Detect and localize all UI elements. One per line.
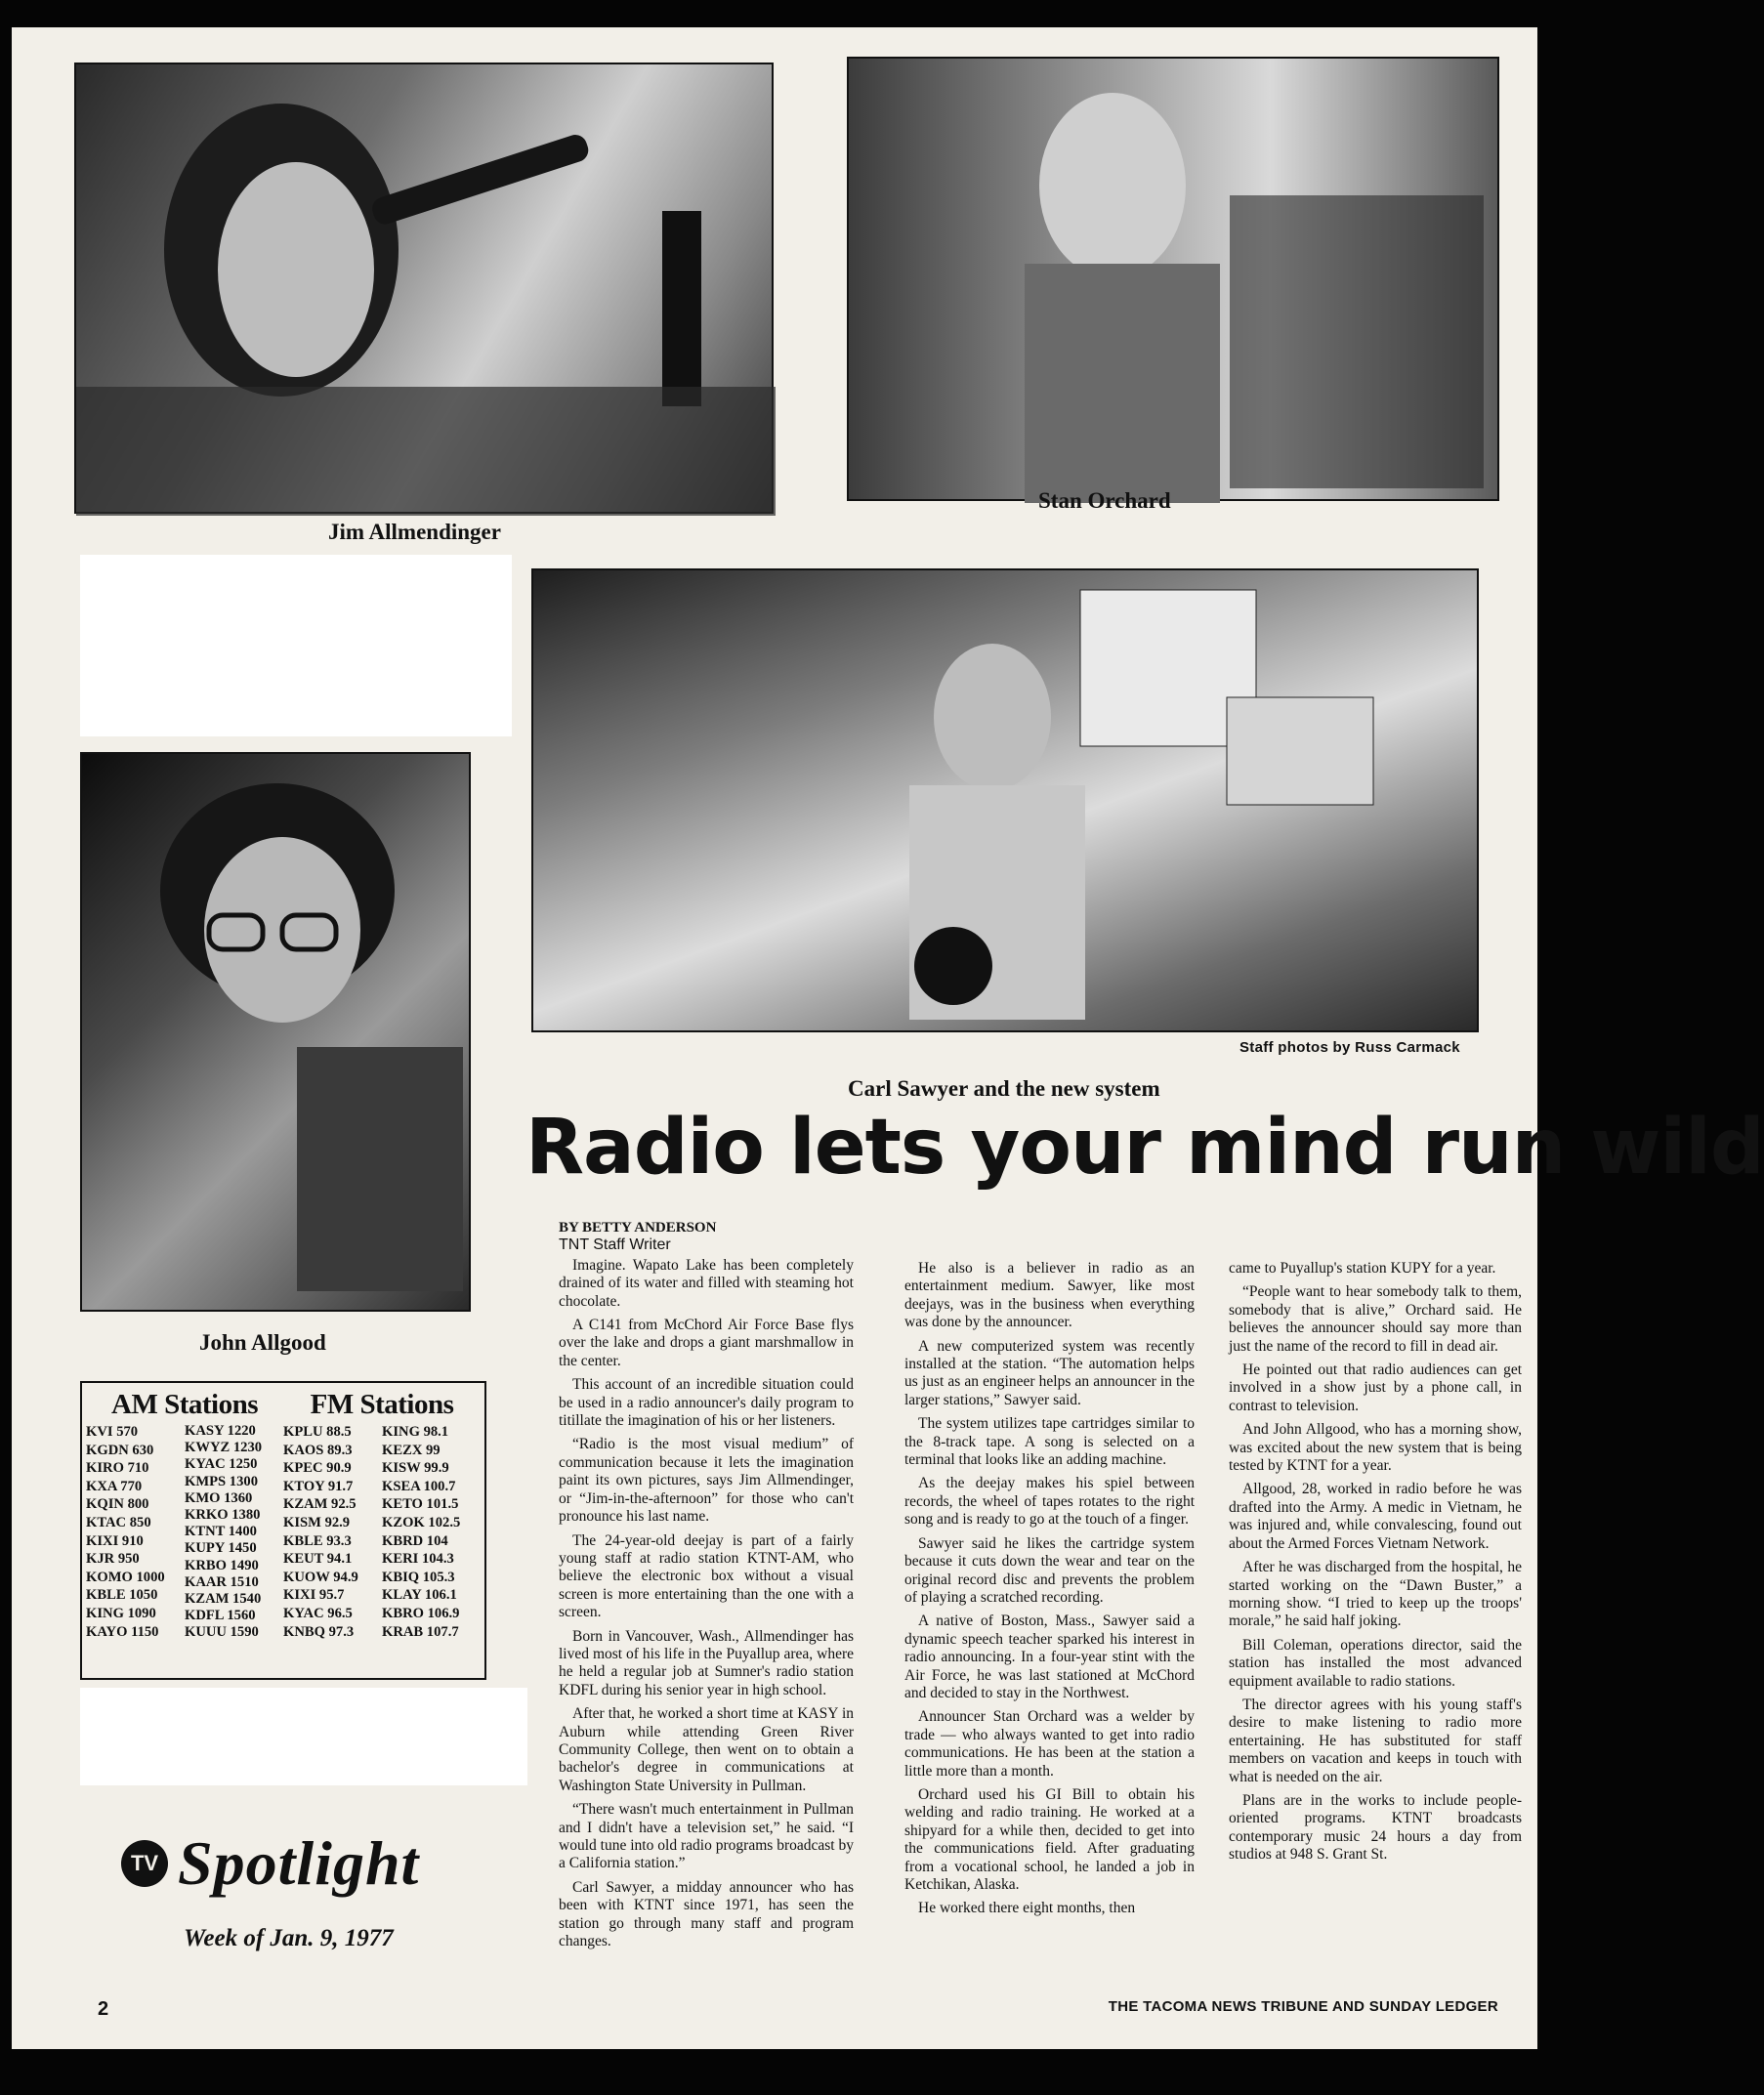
photo-stan-orchard [847,57,1499,501]
station-entry: KEUT 94.1 [283,1551,353,1568]
article-paragraph: Born in Vancouver, Wash., Allmendinger has lived most of his life in the Puyallup area, where he held a regular job at Sumner's radio station KDFL during his senior year in high school. [559,1627,854,1698]
article-paragraph: After he was discharged from the hospital, he started working on the “Dawn Buster,” a morning show. “I tried to keep up the troops' morale,” he said half joking. [1229,1559,1522,1630]
station-entry: KBIQ 105.3 [382,1569,455,1585]
staff-writer: TNT Staff Writer [559,1236,671,1254]
station-entry: KMPS 1300 [185,1473,258,1489]
article-paragraph: A C141 from McChord Air Force Base flys over the lake and drops a giant marshmallow in the center. [559,1317,854,1369]
station-entry: KUOW 94.9 [283,1569,358,1585]
station-entry: KING 1090 [86,1605,156,1621]
station-entry: KGDN 630 [86,1442,154,1458]
station-entry: KUUU 1590 [185,1624,259,1641]
station-entry: KNBQ 97.3 [283,1623,355,1640]
station-entry: KQIN 800 [86,1496,149,1513]
station-entry: KSEA 100.7 [382,1478,456,1494]
station-entry: KBRD 104 [382,1532,448,1549]
article-paragraph: He worked there eight months, then [918,1900,1136,1917]
article-paragraph: A new computerized system was recently installed at the station. “The automation helps us just as an engineer helps an announcer in the larger stations,” Sawyer said. [904,1337,1195,1408]
station-entry: KOMO 1000 [86,1569,165,1585]
article-paragraph: Plans are in the works to include people-oriented programs. KTNT broadcasts contemporary music 24 hours a day from studios at 948 S. Grant St. [1229,1791,1522,1864]
station-entry: KING 98.1 [382,1424,449,1440]
article-paragraph: Announcer Stan Orchard was a welder by trade — who always wanted to get into radio communications. He has been at the station a little more than a month. [904,1708,1195,1780]
article-paragraph: Orchard used his GI Bill to obtain his welding and radio training. He worked at a shipyard for a while then, decided to get into the communications field. After graduating from a vocational school, he landed a job in Ketchikan, Alaska. [904,1785,1195,1893]
am-stations-title: AM Stations [111,1389,258,1420]
fm-column-2 [382,1423,481,1642]
station-entry: KEZX 99 [382,1442,441,1458]
byline: BY BETTY ANDERSON [559,1220,717,1236]
article-paragraph: The 24-year-old deejay is part of a fairly young staff at radio station KTNT-AM, who believe the electronic box without a visual screen is more entertaining than the one with a screen. [559,1531,854,1621]
station-entry: KBLE 1050 [86,1587,158,1604]
article-paragraph: As the deejay makes his spiel between records, the wheel of tapes rotates to the right song and is ready to go at the touch of a finger. [904,1475,1195,1529]
tv-spotlight-logo [121,1827,419,1900]
station-entry: KPEC 90.9 [283,1460,352,1477]
tv-badge-icon: TV [121,1840,168,1887]
fm-stations-title: FM Stations [310,1389,454,1420]
newspaper-name: THE TACOMA NEWS TRIBUNE AND SUNDAY LEDGER [1108,1998,1498,2015]
station-entry: KRKO 1380 [185,1507,261,1524]
article-paragraph: He pointed out that radio audiences can get involved in a show just by a phone call, in contrast to television. [1229,1362,1522,1414]
article-column-3 [1229,1260,1522,1870]
am-column-1 [86,1423,185,1642]
station-entry: KAOS 89.3 [283,1442,353,1458]
caption-john: John Allgood [199,1330,326,1355]
article-paragraph: The director agrees with his young staff's desire to make listening to radio more entertaining. He has substituted for staff members on vacation and keeps in touch with what is needed on the air. [1229,1696,1522,1785]
blank-ad-space [80,555,512,736]
station-entry: KJR 950 [86,1551,140,1568]
station-entry: KVI 570 [86,1424,139,1440]
station-entry: KTOY 91.7 [283,1478,354,1494]
issue-date: Week of Jan. 9, 1977 [184,1925,394,1951]
fm-column-1 [283,1423,382,1642]
caption-carl: Carl Sawyer and the new system [848,1076,1160,1101]
article-headline: Radio lets your mind run wild [525,1104,1764,1192]
photo-credit: Staff photos by Russ Carmack [1239,1039,1460,1056]
station-entry: KTNT 1400 [185,1524,257,1540]
station-listings [80,1381,486,1680]
station-entry: KZOK 102.5 [382,1514,461,1530]
spotlight-wordmark: Spotlight [178,1828,420,1898]
article-paragraph: came to Puyallup's station KUPY for a year. [1229,1260,1496,1277]
station-entry: KAYO 1150 [86,1623,159,1640]
photo-jim-allmendinger [74,63,774,514]
station-entry: KERI 104.3 [382,1551,454,1568]
station-entry: KISM 92.9 [283,1514,351,1530]
article-paragraph: A native of Boston, Mass., Sawyer said a dynamic speech teacher sparked his interest in radio announcing. In a four-year stint with the Air Force, he was last stationed at McChord and decided to stay in the Northwest. [904,1613,1195,1701]
station-entry: KBLE 93.3 [283,1532,352,1549]
article-paragraph: The system utilizes tape cartridges similar to the 8-track tape. A song is selected on a terminal that looks like an adding machine. [904,1415,1195,1469]
article-column-2 [904,1260,1195,1924]
station-entry: KLAY 106.1 [382,1587,457,1604]
article-paragraph: This account of an incredible situation could be used in a radio announcer's daily program to titillate the imagination of his or her listeners. [559,1376,854,1430]
station-entry: KTAC 850 [86,1514,151,1530]
station-entry: KETO 101.5 [382,1496,459,1513]
station-entry: KYAC 96.5 [283,1605,353,1621]
blank-space [80,1688,527,1785]
article-paragraph: And John Allgood, who has a morning show, was excited about the new system that is being tested by KTNT for a year. [1229,1421,1522,1475]
station-entry: KXA 770 [86,1478,143,1494]
article-column-1 [559,1219,854,1956]
article-paragraph: Carl Sawyer, a midday announcer who has been with KTNT since 1971, has seen the station go through many staff and program changes. [559,1878,854,1950]
photo-carl-sawyer [531,568,1479,1032]
station-entry: KMO 1360 [185,1489,253,1506]
station-entry: KIRO 710 [86,1460,149,1477]
caption-stan: Stan Orchard [1038,488,1171,513]
article-paragraph: Bill Coleman, operations director, said the station has installed the most advanced equipment available to radio stations. [1229,1636,1522,1690]
station-entry: KRBO 1490 [185,1557,259,1573]
station-entry: KZAM 92.5 [283,1496,357,1513]
station-entry: KBRO 106.9 [382,1605,460,1621]
article-paragraph: Sawyer said he likes the cartridge system because it cuts down the wear and tear on the original record disc and prevents the problem of playing a scratched recording. [904,1534,1195,1606]
article-paragraph: “There wasn't much entertainment in Pullman and I didn't have a television set,” he said. “I would tune into old radio programs broadcast by a California station.” [559,1801,854,1872]
station-entry: KYAC 1250 [185,1456,258,1473]
station-entry: KRAB 107.7 [382,1623,459,1640]
photo-john-allgood [80,752,471,1312]
station-entry: KDFL 1560 [185,1608,256,1624]
station-entry: KWYZ 1230 [185,1440,263,1456]
article-paragraph: He also is a believer in radio as an entertainment medium. Sawyer, like most deejays, was in the business when everything was done by the announcer. [904,1260,1195,1331]
station-entry: KAAR 1510 [185,1573,259,1590]
station-entry: KISW 99.9 [382,1460,449,1477]
station-entry: KASY 1220 [185,1423,256,1439]
page-number: 2 [98,1998,109,2020]
article-paragraph: “People want to hear somebody talk to them, somebody that is alive,” Orchard said. He believes the announcer should say more than just the name of the record to fill in dead air. [1229,1283,1522,1355]
article-paragraph: Imagine. Wapato Lake has been completely drained of its water and filled with steaming hot chocolate. [559,1256,854,1310]
newspaper-page [12,27,1764,2049]
article-paragraph: After that, he worked a short time at KASY in Auburn while attending Green River Community College, then went on to obtain a bachelor's degree in communications at Washington State University in Pullman. [559,1705,854,1794]
station-entry: KZAM 1540 [185,1591,262,1608]
article-paragraph: “Radio is the most visual medium” of communication because it lets the imagination paint its own pictures, says Jim Allmendinger, or “Jim-in-the-afternoon” for those who can't pronounce his last name. [559,1436,854,1526]
station-entry: KUPY 1450 [185,1540,257,1557]
station-entry: KPLU 88.5 [283,1424,352,1440]
am-column-2 [185,1423,283,1642]
station-entry: KIXI 910 [86,1532,144,1549]
article-paragraph: Allgood, 28, worked in radio before he was drafted into the Army. A medic in Vietnam, he was injured and, while convalescing, found out about the Armed Forces Vietnam Network. [1229,1481,1522,1552]
caption-jim: Jim Allmendinger [328,520,501,544]
station-entry: KIXI 95.7 [283,1587,345,1604]
